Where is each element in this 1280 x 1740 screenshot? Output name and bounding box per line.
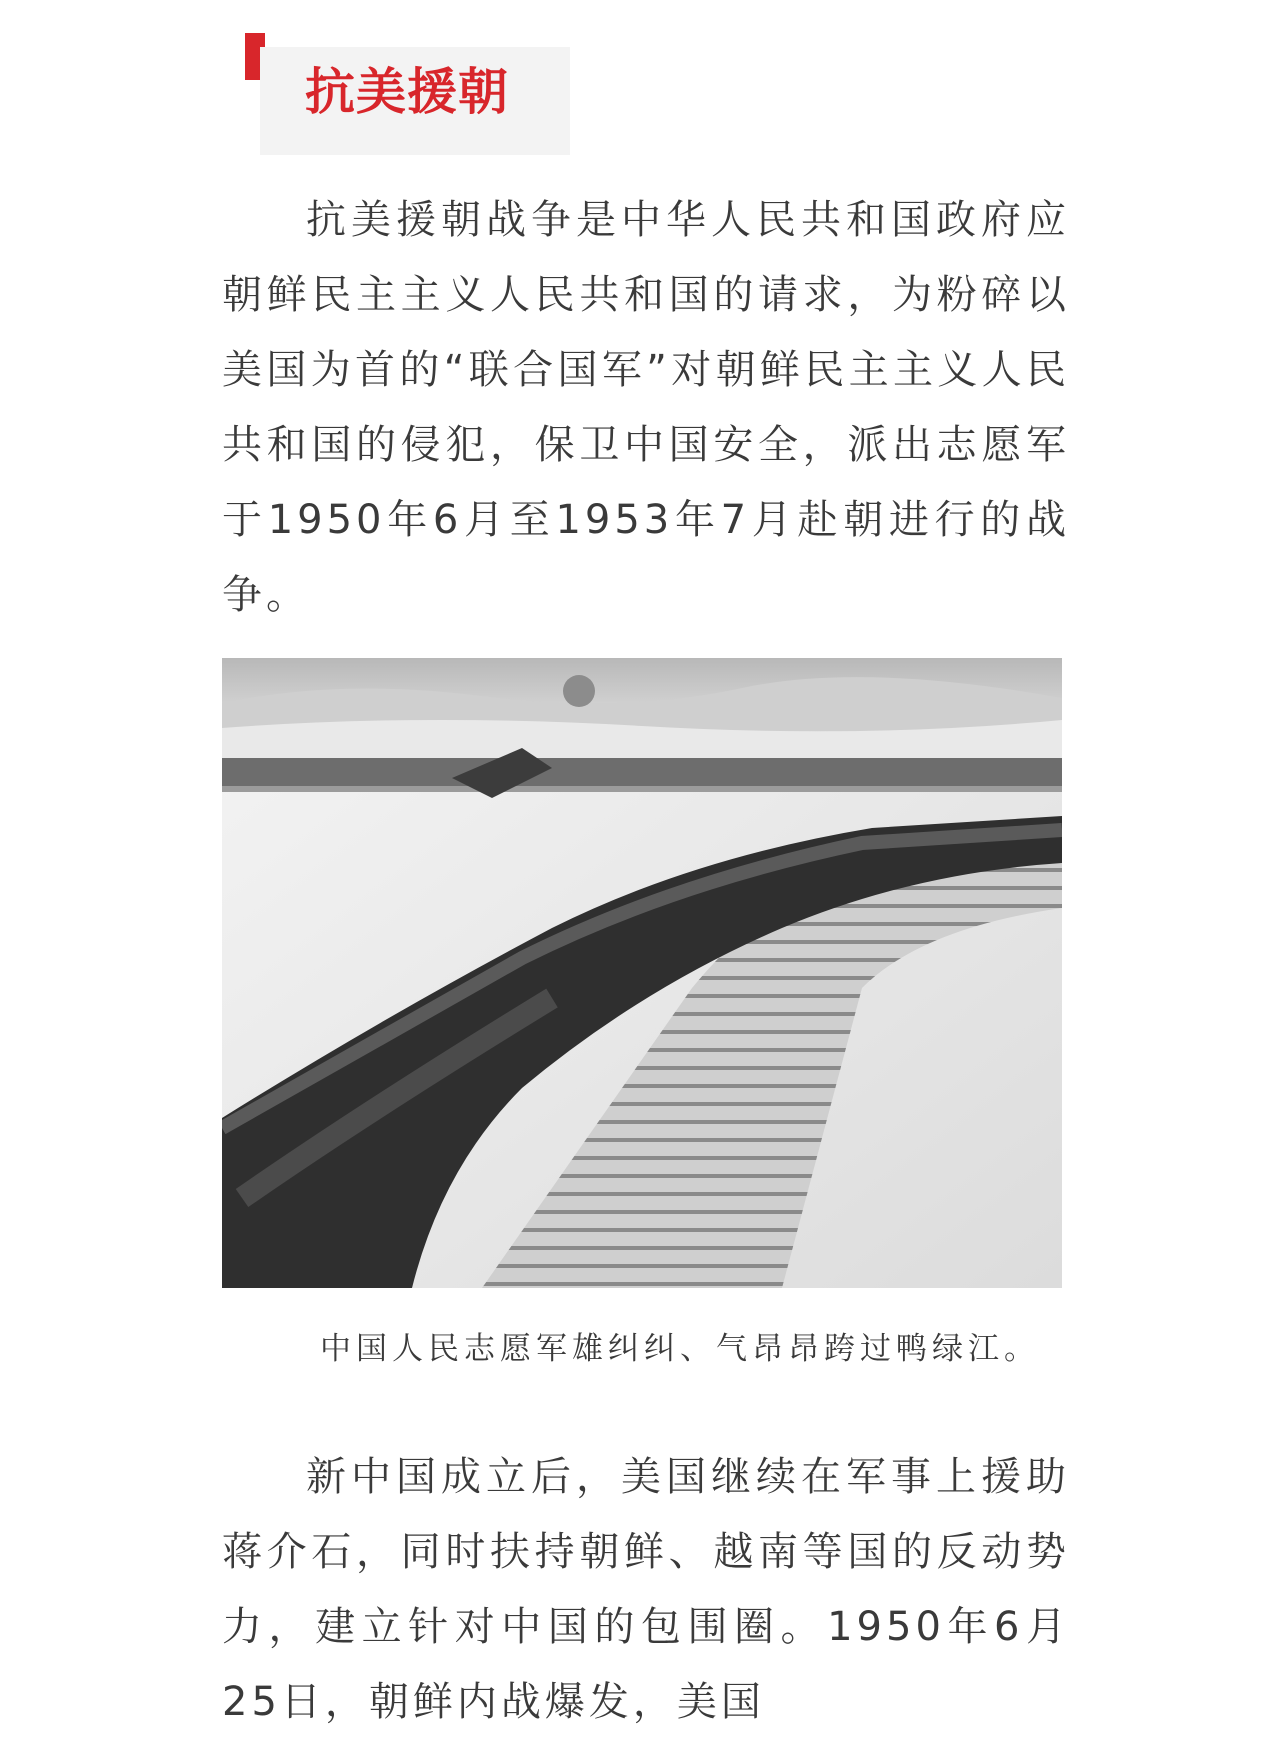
section-heading xyxy=(245,33,570,155)
photo-caption: 中国人民志愿军雄纠纠、气昂昂跨过鸭绿江。 xyxy=(320,1331,1040,1367)
paragraph-intro: 抗美援朝战争是中华人民共和国政府应朝鲜民主主义人民共和国的请求，为粉碎以美国为首的“联合国军”对朝鲜民主主义人民共和国的侵犯，保卫中国安全，派出志愿军于1950年6月至1953年7月赴朝进行的战争。 xyxy=(222,197,1070,618)
paragraph-background: 新中国成立后，美国继续在军事上援助蒋介石，同时扶持朝鲜、越南等国的反动势力，建立针对中国的包围圈。1950年6月25日，朝鲜内战爆发，美国 xyxy=(222,1454,1070,1725)
section-title: 抗美援朝 xyxy=(305,63,509,121)
historical-photo xyxy=(222,658,1062,1288)
